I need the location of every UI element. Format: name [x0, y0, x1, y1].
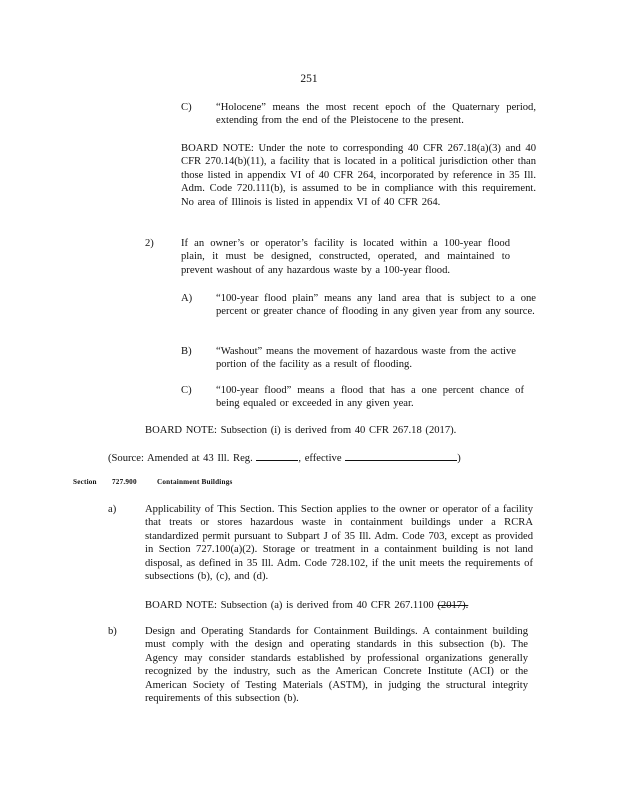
item-c-label: C)	[181, 102, 192, 113]
source-middle: , effective	[298, 453, 342, 464]
source-prefix: (Source: Amended at 43 Ill. Reg.	[108, 453, 253, 464]
effective-date-blank	[345, 450, 457, 461]
source-suffix: )	[457, 453, 461, 464]
board-note-holocene: BOARD NOTE: Under the note to corresponding 40 CFR 267.18(a)(3) and 40 CFR 270.14(b)(11), a facility that is located in a political jurisdiction other than those listed in appendix VI of 40 CFR 264, incorporated by reference in 35 Ill. Adm. Code 720.111(b), is assumed to be in compliance with this requirement. No area of Illinois is listed in appendix VI of 40 CFR 264.	[181, 143, 536, 208]
board-note-subsection-i: BOARD NOTE: Subsection (i) is derived from 40 CFR 267.18 (2017).	[145, 425, 457, 436]
applicability-paragraph: Applicability of This Section. This Section applies to the owner or operator of a facility that treats or stores hazardous waste in containment buildings under a RCRA standardized permit pursuant to Subpart J of 35 Ill. Adm. Code 703, except as provided in Section 727.100(a)(2). Storage or treatment in a containment building is not land disposal, as defined in 35 Ill. Adm. Code 728.102, if the unit meets the requirements of subsections (b), (c), and (d).	[145, 504, 533, 583]
section-label: Section	[73, 478, 97, 486]
page-number: 251	[300, 73, 318, 85]
flood-plain-requirement: If an owner’s or operator’s facility is located within a 100-year flood plain, it must be designed, constructed, operated, and maintained to prevent washout of any hazardous waste by a 100-year flood.	[181, 238, 510, 276]
holocene-definition: “Holocene” means the most recent epoch of the Quaternary period, extending from the end of the Pleistocene to the present.	[216, 102, 536, 127]
section-number: 727.900	[112, 478, 137, 486]
section-title: Containment Buildings	[157, 478, 233, 486]
item-2a-label: A)	[181, 293, 193, 304]
board-note-subsection-a	[145, 599, 525, 612]
item-a-label: a)	[108, 504, 117, 515]
flood-plain-definition: “100-year flood plain” means any land area that is subject to a one percent or greater chance of flooding in any given year from any source.	[216, 293, 536, 318]
washout-definition: “Washout” means the movement of hazardous waste from the active portion of the facility as a result of flooding.	[216, 346, 516, 371]
register-blank	[256, 450, 298, 461]
struck-year: (2017).	[437, 600, 469, 611]
source-line	[108, 450, 528, 465]
design-standards-paragraph: Design and Operating Standards for Containment Buildings. A containment building must comply with the design and operating standards in this subsection (b). The Agency may consider standards established by professional organizations generally recognized by the industry, such as the American Concrete Institute (ACI) or the American Society of Testing Materials (ASTM), in judging the structural integrity requirements of this subsection (b).	[145, 626, 528, 705]
board-note-text: BOARD NOTE: Subsection (a) is derived from 40 CFR 267.1100	[145, 600, 434, 611]
flood-definition: “100-year flood” means a flood that has a one percent chance of being equaled or exceeded in any given year.	[216, 385, 524, 410]
item-2c-label: C)	[181, 385, 192, 396]
item-b-label: b)	[108, 626, 117, 637]
item-2b-label: B)	[181, 346, 192, 357]
item-2-label: 2)	[145, 238, 154, 249]
